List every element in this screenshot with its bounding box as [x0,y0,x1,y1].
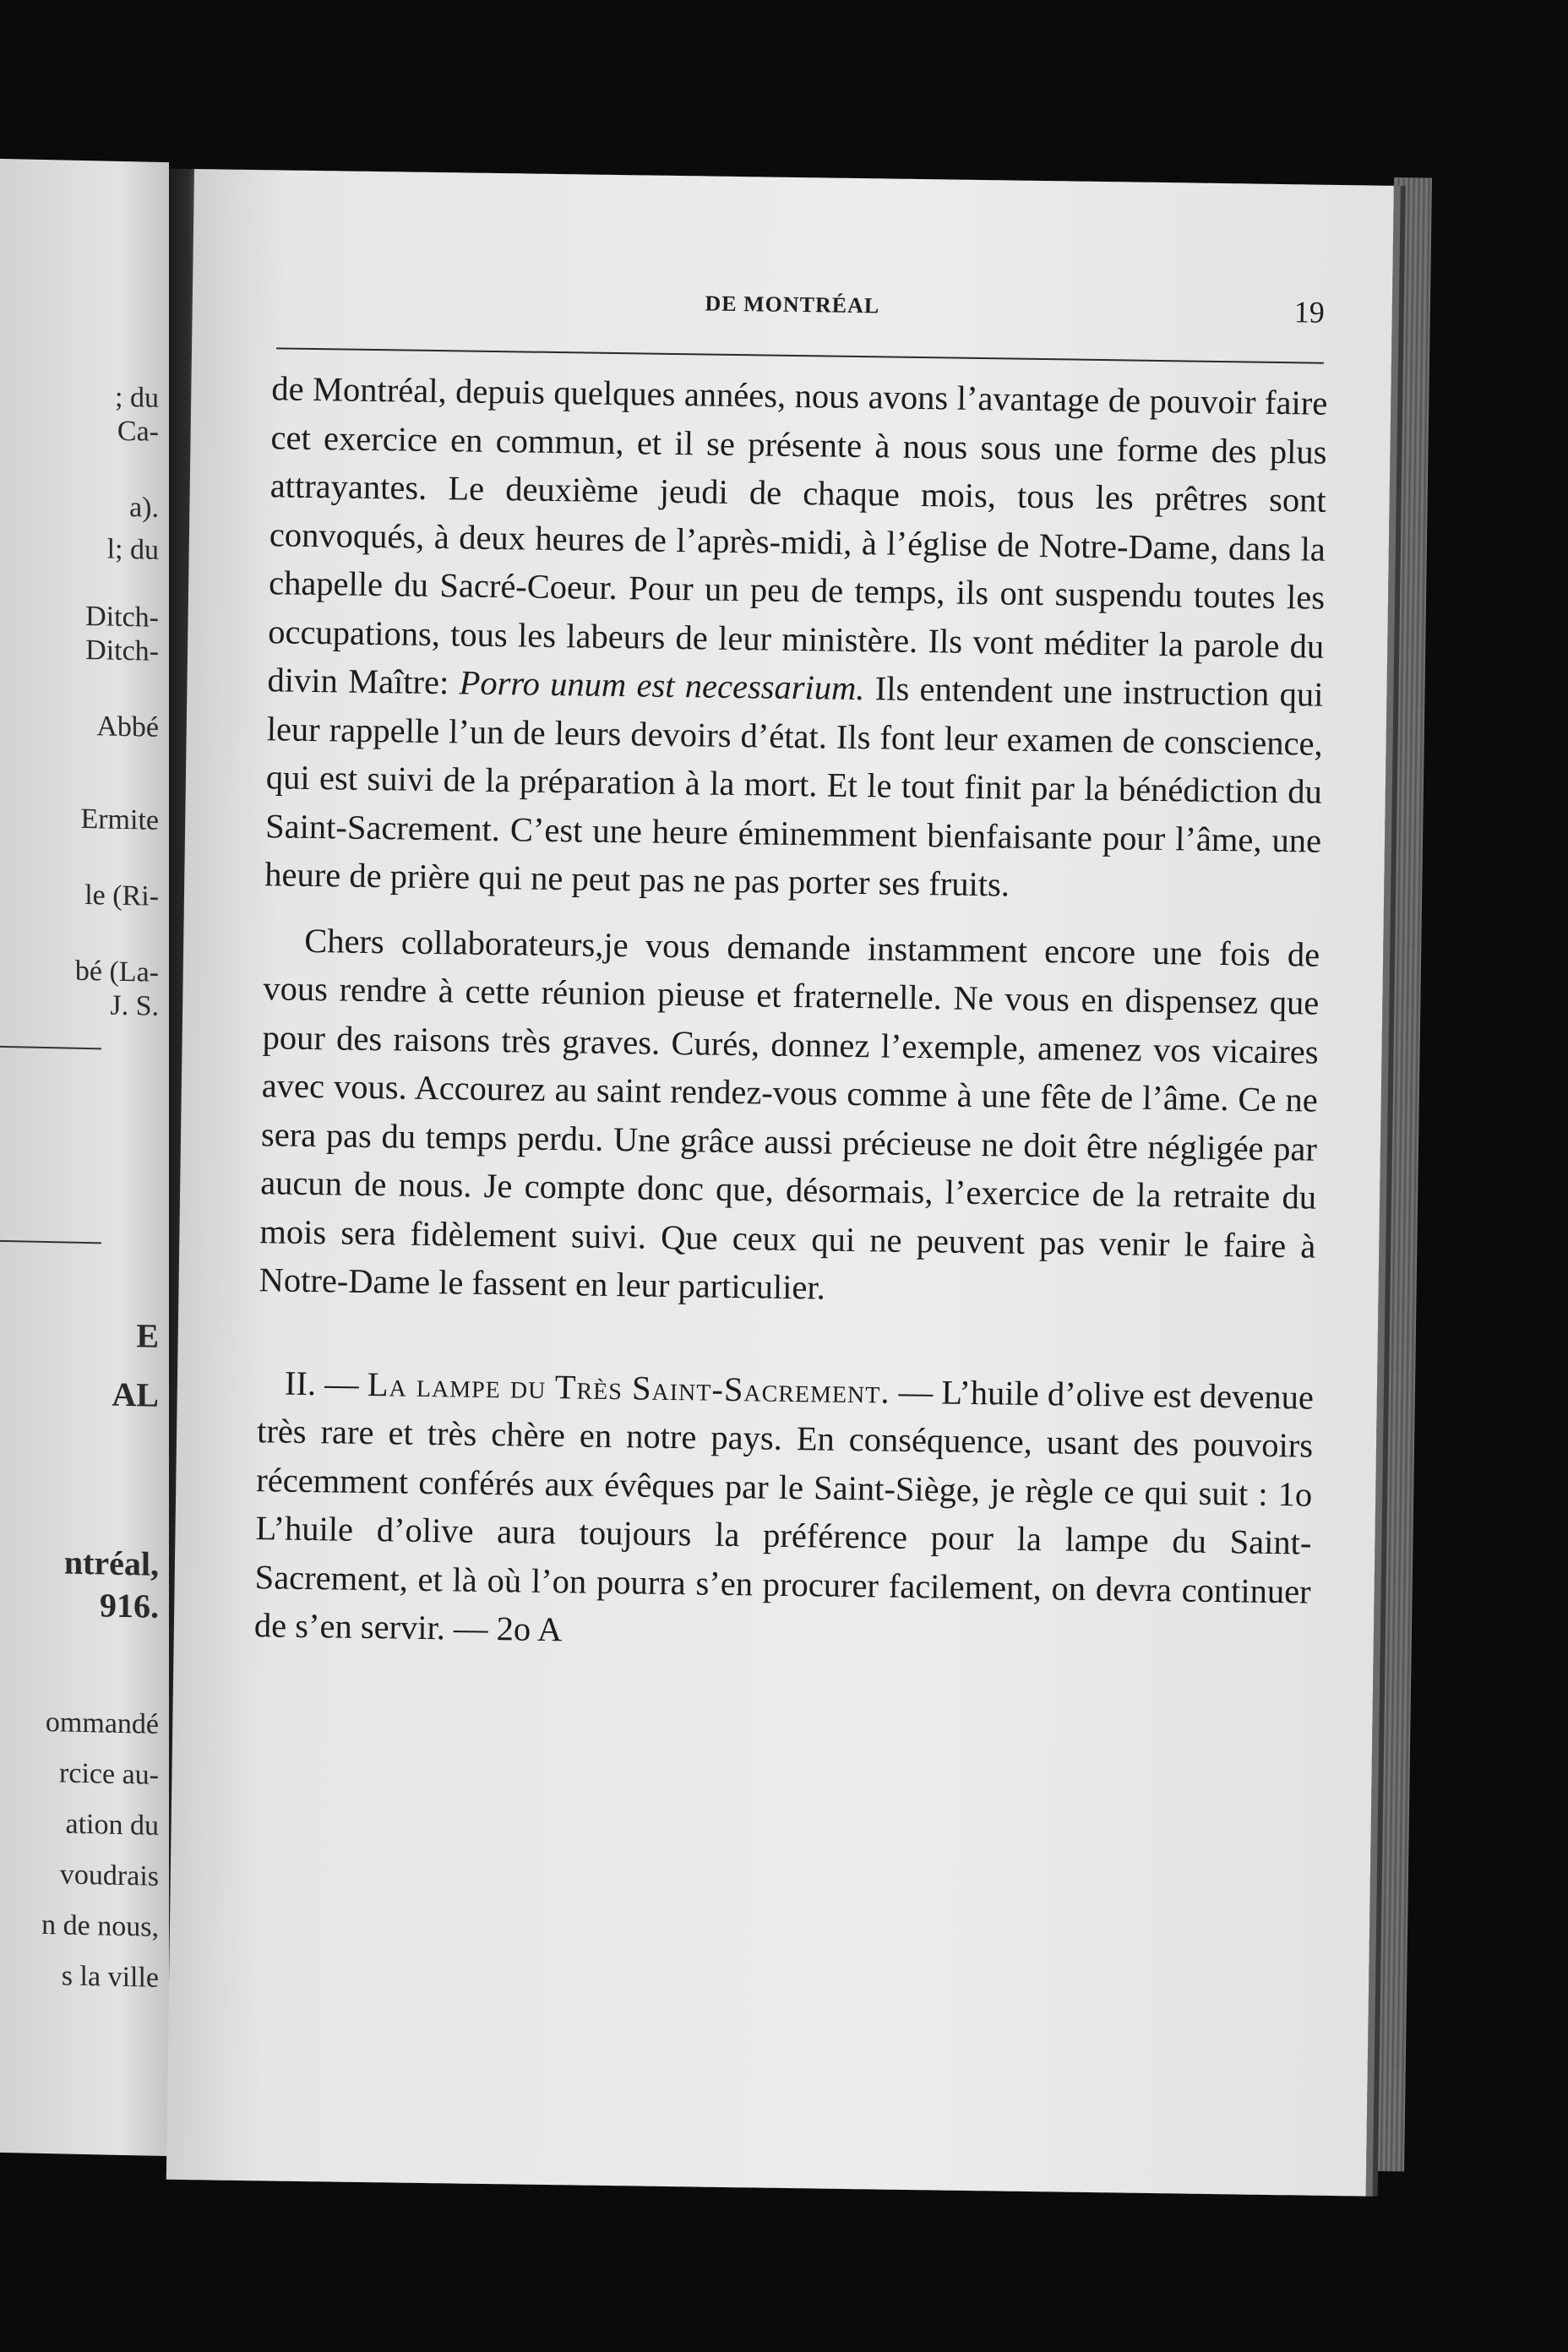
page-number: 19 [1293,295,1326,329]
left-page-line: a). [129,492,159,524]
previous-page-fragment [0,159,169,2156]
left-page-line: Ca- [117,415,159,448]
left-page-line: le (Ri- [84,879,159,912]
header-rule [276,347,1324,363]
left-page-line: bé (La- [74,955,159,988]
left-page-line: Abbé [96,710,159,743]
left-page-line: s la ville [61,1960,159,1994]
left-page-line: Ditch- [85,601,159,634]
left-page-line: ; du [115,381,159,414]
section-ii-text: — L’huile d’olive est devenue très rare et très chère en notre pays. En conséquence, usant des pouvoirs récemment conférés aux évêques par le Saint-Siège, je règle ce qui suit : 1o L’huile d’olive aura toujours la préférence pour la lampe du Saint-Sacrement, et là où l’on pourra s’en procurer facilement, on devra continuer de s’en servir. — 2o A [253,1372,1315,1649]
left-page-heading: AL [112,1375,159,1414]
left-page-heading: E [136,1316,159,1355]
left-page-line: 916. [100,1586,159,1625]
page-body [254,364,1328,1664]
left-page-line: rcice au- [59,1757,159,1791]
left-page-line: ation du [65,1808,159,1842]
left-page-rule [0,1240,101,1244]
section-ii-paragraph [254,1358,1315,1664]
left-page-line: Ermite [80,803,159,836]
left-page-line: n de nous, [41,1908,159,1943]
left-page-line: ntréal, [63,1543,159,1583]
left-page-line: J. S. [110,989,159,1022]
paragraph-2: Chers collaborateurs,je vous demande instamment encore une fois de vous rendre à cette réunion pieuse et fraternelle. Ne vous en dispensez que pour des raisons très graves. Curés, donnez l’exemple, amenez vos vicaires avec vous. Accourez au saint rendez-vous comme à une fête de l’âme. Ce ne sera pas du temps perdu. Une grâce aussi précieuse ne doit être négligée par aucun de nous. Je compte donc que, désormais, l’exercice de la retraite du mois sera fidèlement suivi. Que ceux qui ne peuvent pas venir le faire à Notre-Dame le fassent en leur particulier. [259,921,1320,1307]
left-page-rule [0,1046,101,1050]
left-page-line: Ditch- [85,634,159,667]
left-page-line: ommandé [45,1707,159,1740]
left-page-line: l; du [106,533,159,566]
paragraph-1-text: de Montréal, depuis quelques années, nous avons l’avantage de pouvoir faire cet exercice en commun, et il se présente à nous sous une forme des plus attrayantes. Le deuxième jeudi de chaque mois, tous les prêtres sont convoqués, à deux heures de l’après-midi, à l’église de Notre-Dame, dans la chapelle du Sacré-Coeur. Pour un peu de temps, ils ont suspendu toutes les occupations, tous les labeurs de leur ministère. Ils vont méditer la parole du divin Maître: [267,369,1328,702]
running-head-title: DE MONTRÉAL [705,291,880,318]
running-head [192,279,1392,338]
section-title: La lampe du Très Saint-Sacrement. [367,1364,890,1411]
book-page [166,169,1394,2197]
paragraph-1-continued: Ils entendent une instruction qui leur rappelle l’un de leurs devoirs d’état. Ils font leur examen de conscience, qui est suivi de la préparation à la mort. Et le tout finit par la bénédiction du Saint-Sacrement. C’est une heure éminemment bienfaisante pour l’âme, une heure de prière qui ne peut pas ne pas porter ses fruits. [264,669,1324,904]
paragraph-1 [264,364,1328,913]
section-number: II. — [284,1364,360,1403]
left-page-line: voudrais [59,1859,159,1892]
latin-quote: Porro unum est necessarium. [459,663,865,708]
